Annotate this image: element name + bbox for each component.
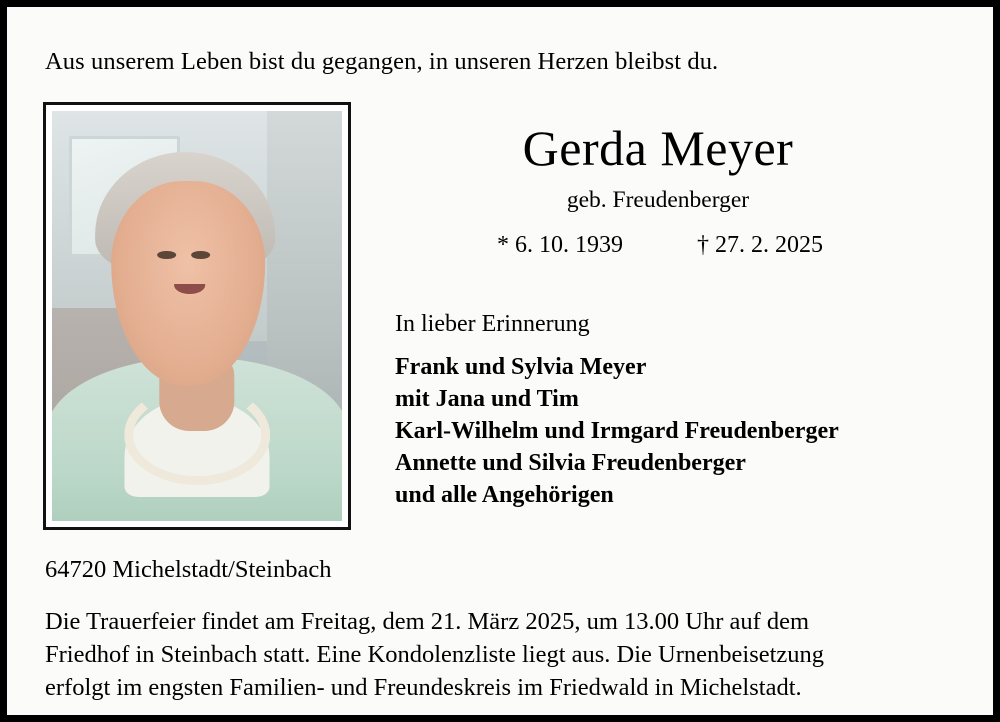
death-date: † 27. 2. 2025 [697, 231, 823, 258]
photo-person-eye-left [158, 251, 176, 259]
photo-person-eye-right [191, 251, 209, 259]
family-line: Annette und Silvia Freudenberger [395, 449, 746, 476]
ceremony-line: Friedhof in Steinbach statt. Eine Kondolenzliste liegt aus. Die Urnenbeisetzung [45, 640, 825, 668]
maiden-name: geb. Freudenberger [566, 186, 750, 213]
family-line: und alle Angehörigen [395, 481, 614, 508]
portrait-photo [52, 111, 342, 521]
ceremony-line: erfolgt im engsten Familien- und Freundeskreis im Friedwald in Michelstadt. [45, 673, 802, 701]
family-line: Frank und Sylvia Meyer [395, 353, 647, 380]
family-list [395, 352, 957, 512]
photo-person-mouth [174, 284, 205, 294]
place-line: 64720 Michelstadt/Steinbach [45, 556, 332, 584]
life-dates [389, 232, 957, 259]
deceased-name: Gerda Meyer [522, 120, 794, 177]
opening-verse: Aus unserem Leben bist du gegangen, in unseren Herzen bleibst du. [45, 48, 719, 75]
notice-text-column [351, 102, 957, 530]
photo-person-necklace [124, 385, 270, 485]
birth-date: * 6. 10. 1939 [497, 231, 623, 258]
family-line: Karl-Wilhelm und Irmgard Freudenberger [395, 417, 839, 444]
portrait-frame [43, 102, 351, 530]
ceremony-details [45, 606, 957, 704]
family-line: mit Jana und Tim [395, 385, 579, 412]
notice-body [43, 102, 957, 530]
ceremony-line: Die Trauerfeier findet am Freitag, dem 21. März 2025, um 13.00 Uhr auf dem [45, 608, 810, 636]
memory-line: In lieber Erinnerung [395, 310, 590, 337]
